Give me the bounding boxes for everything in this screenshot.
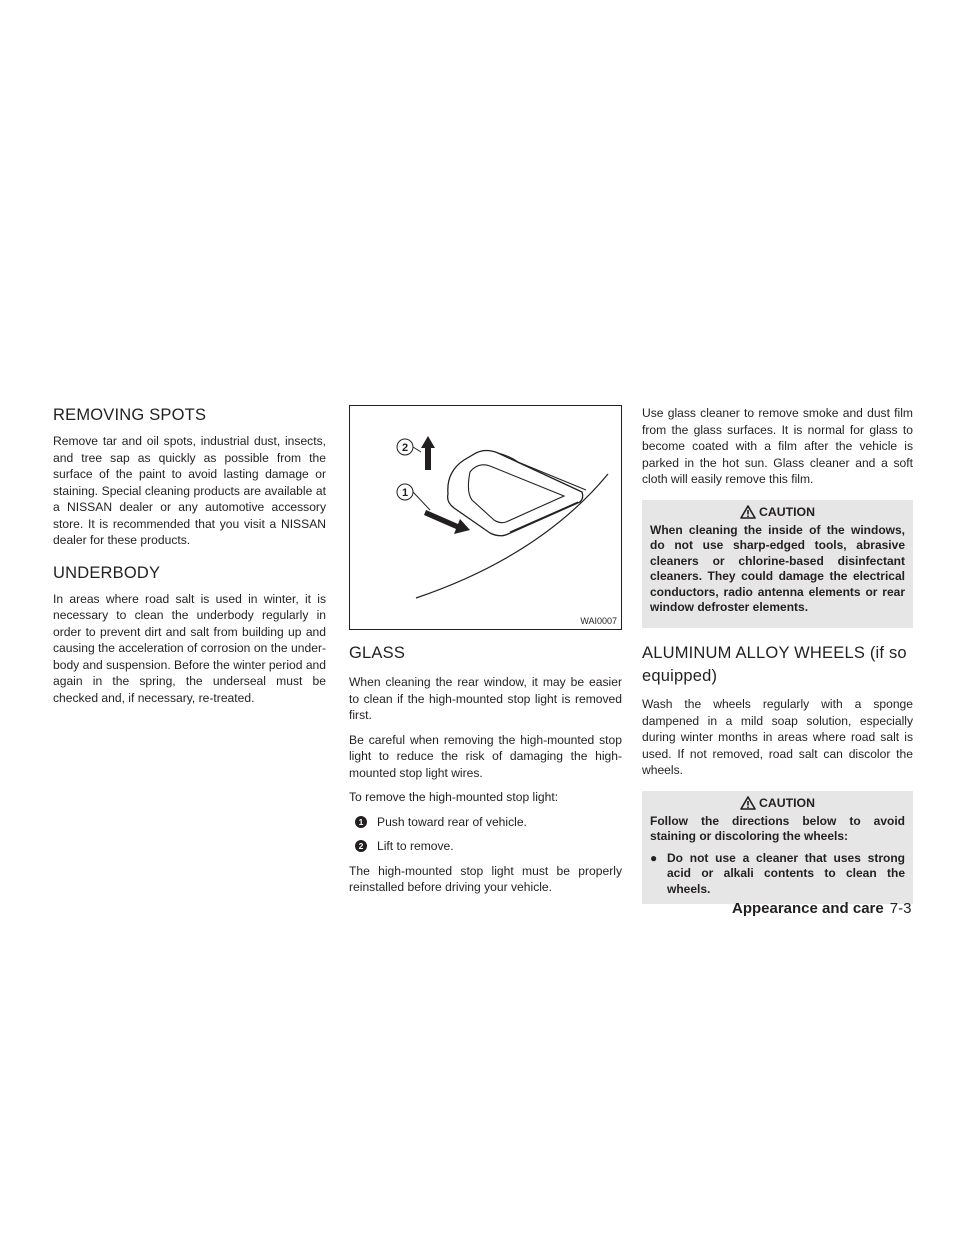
- step-1-text: Push toward rear of vehicle.: [377, 814, 527, 829]
- removing-spots-text: Remove tar and oil spots, industrial dust, insects, and tree sap as quickly as possible from the surface of the paint to avoid lasting damage or staining. Special cleaning products are available at a NISSAN dealer or any automotive accessory store. It is recommended that you visit a NISSAN dealer for these products.: [53, 434, 326, 547]
- glass-text-2: Be careful when removing the high-mounted stop light to reduce the risk of damaging the high-mounted stop light wires.: [349, 732, 622, 780]
- step-1: [349, 814, 622, 831]
- underbody-heading: UNDERBODY: [53, 563, 161, 582]
- removing-spots-heading: REMOVING SPOTS: [53, 406, 207, 424]
- wheels-caution-header: [650, 791, 905, 814]
- page-footer: [732, 900, 911, 917]
- callout-2-label: 2: [401, 442, 409, 454]
- wheels-caution-label: CAUTION: [758, 795, 815, 810]
- step-2-text: Lift to remove.: [377, 839, 454, 853]
- step-2-number: 2: [355, 840, 367, 852]
- glass-caution-header: [650, 500, 905, 523]
- wheels-caution-bullet: [650, 851, 905, 898]
- footer-section-title: Appearance and care: [732, 900, 884, 917]
- right-column: [642, 405, 913, 918]
- stop-light-figure: [349, 405, 622, 630]
- alloy-wheels-text: Wash the wheels regularly with a sponge dampened in a mild soap solution, especially during winter months in areas where road salt is used. If not removed, road salt can discolor the wheels.: [642, 697, 913, 778]
- callout-1-label: 1: [401, 487, 409, 499]
- glass-text-5: Use glass cleaner to remove smoke and dust film from the glass surfaces. It is normal for glass to become coated with a film after the vehicle is parked in the hot sun. Glass cleaner and a soft cloth will easily remove this film.: [642, 406, 913, 486]
- wheels-caution-intro: Follow the directions below to avoid staining or discoloring the wheels:: [650, 813, 905, 844]
- glass-text-4: The high-mounted stop light must be properly reinstalled before driving your vehicle.: [349, 863, 622, 894]
- step-1-number: 1: [355, 816, 367, 828]
- glass-caution-label: CAUTION: [758, 504, 815, 519]
- glass-text-1: When cleaning the rear window, it may be easier to clean if the high-mounted stop light is removed first.: [349, 675, 622, 722]
- glass-caution-text: When cleaning the inside of the windows, do not use sharp-edged tools, abrasive cleaners or chlorine-based disinfectant cleaners. They could damage the electrical conductors, radio antenna elements or rear window defroster elements.: [650, 522, 905, 615]
- step-2: [349, 838, 622, 855]
- glass-caution-box: [642, 500, 913, 629]
- glass-heading: GLASS: [349, 644, 406, 662]
- glass-text-3: To remove the high-mounted stop light:: [349, 790, 559, 804]
- middle-column: [349, 405, 622, 904]
- page-number: 7-3: [889, 900, 912, 917]
- stop-light-diagram: [350, 406, 621, 629]
- figure-code: WAI0007: [580, 616, 617, 626]
- warning-icon: [740, 796, 756, 810]
- bullet-icon: ●: [650, 850, 658, 865]
- alloy-wheels-heading: ALUMINUM ALLOY WHEELS (if so equipped): [642, 644, 907, 686]
- warning-icon: [740, 505, 756, 519]
- wheels-caution-bullet-text: Do not use a cleaner that uses strong acid or alkali contents to clean the wheels.: [667, 850, 905, 896]
- underbody-text: In areas where road salt is used in winter, it is necessary to clean the underbody regularly in order to prevent dirt and salt from building up and causing the acceleration of corrosion on the under-body and suspension. Before the winter period and again in the spring, the underseal must be checked and, if necessary, re-treated.: [53, 591, 326, 705]
- left-column: [53, 405, 326, 714]
- wheels-caution-box: [642, 791, 913, 904]
